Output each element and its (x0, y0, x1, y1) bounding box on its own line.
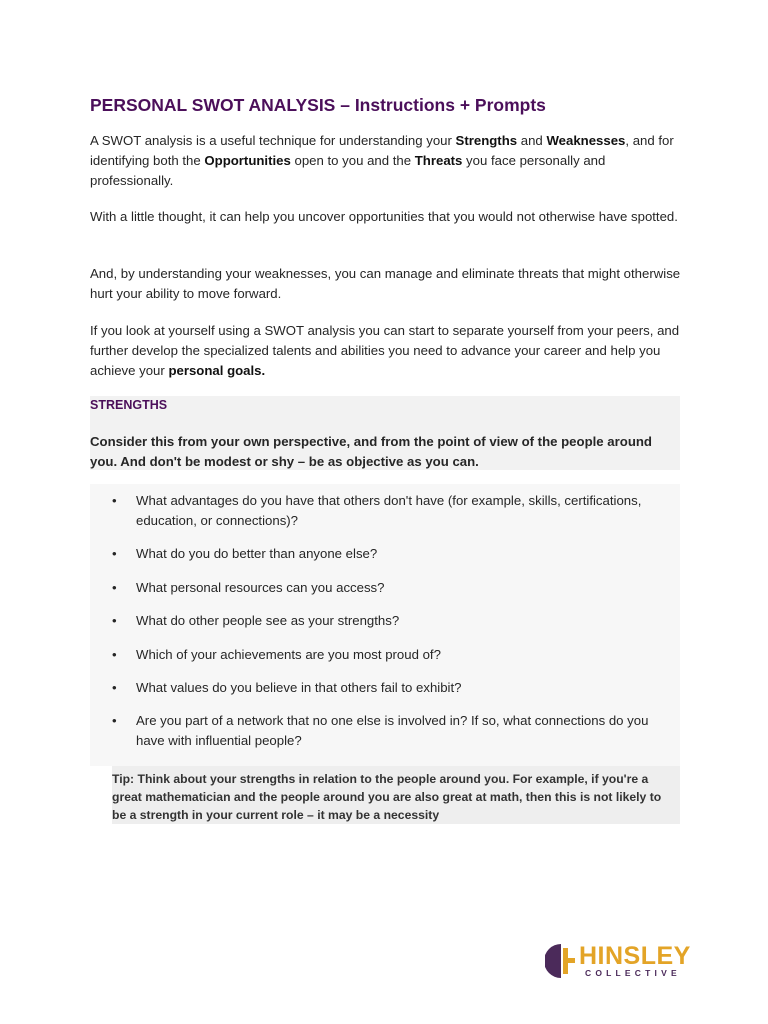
intro-text: you face personally and professionally. (90, 153, 606, 188)
list-item-text: Are you part of a network that no one else is involved in? If so, what connections do you have with influential people? (136, 713, 649, 748)
intro-paragraph-3: And, by understanding your weaknesses, you can manage and eliminate threats that might otherwise hurt your ability to move forward. (90, 266, 681, 301)
hinsley-logo-mark-icon (545, 944, 577, 978)
page-title: PERSONAL SWOT ANALYSIS – Instructions + Prompts (90, 95, 546, 115)
opportunities-term: Opportunities (204, 153, 291, 168)
list-item-text: What advantages do you have that others don't have (for example, skills, certifications, education, or connections)? (136, 493, 642, 528)
bullet-icon: • (112, 680, 117, 695)
list-item-text: Which of your achievements are you most proud of? (136, 647, 441, 662)
list-item-text: What do other people see as your strengths? (136, 613, 400, 628)
bullet-icon: • (112, 713, 117, 728)
list-item-text: What do you do better than anyone else? (136, 546, 378, 561)
intro-text: If you look at yourself using a SWOT analysis you can start to separate yourself from your peers, and further develop the specialized talents and abilities you need to advance your career and help you achieve your (90, 323, 680, 378)
strengths-instructions: Consider this from your own perspective, and from the point of view of the people around you. And don't be modest or shy – be as objective as you can. (90, 434, 652, 469)
intro-text: A SWOT analysis is a useful technique for understanding your (90, 133, 456, 148)
bullet-icon: • (112, 580, 117, 595)
weaknesses-term: Weaknesses (546, 133, 626, 148)
logo-wordmark: HINSLEY (579, 942, 691, 970)
personal-goals-term: personal goals. (168, 363, 266, 378)
intro-text: and (517, 133, 547, 148)
bullet-icon: • (112, 613, 117, 628)
intro-text: , and for identifying both the (90, 133, 674, 168)
list-item-text: What personal resources can you access? (136, 580, 385, 595)
bullet-icon: • (112, 493, 117, 508)
intro-paragraph-2: With a little thought, it can help you uncover opportunities that you would not otherwise have spotted. (90, 209, 678, 224)
logo-subtitle: COLLECTIVE (585, 968, 681, 978)
threats-term: Threats (414, 153, 463, 168)
strengths-heading: STRENGTHS (90, 398, 168, 412)
strengths-term: Strengths (455, 133, 518, 148)
intro-paragraph-1 (90, 131, 682, 191)
bullet-icon: • (112, 546, 117, 561)
intro-text: open to you and the (290, 153, 415, 168)
intro-paragraph-4 (90, 321, 682, 381)
hinsley-collective-logo (545, 942, 695, 982)
bullet-icon: • (112, 647, 117, 662)
tip-box (112, 766, 680, 824)
tip-text: Tip: Think about your strengths in relation to the people around you. For example, if you're a great mathematician and the people around you are also great at math, then this is not likely to be a strength in your current role – it may be a necessity (112, 772, 662, 822)
list-item-text: What values do you believe in that others fail to exhibit? (136, 680, 462, 695)
